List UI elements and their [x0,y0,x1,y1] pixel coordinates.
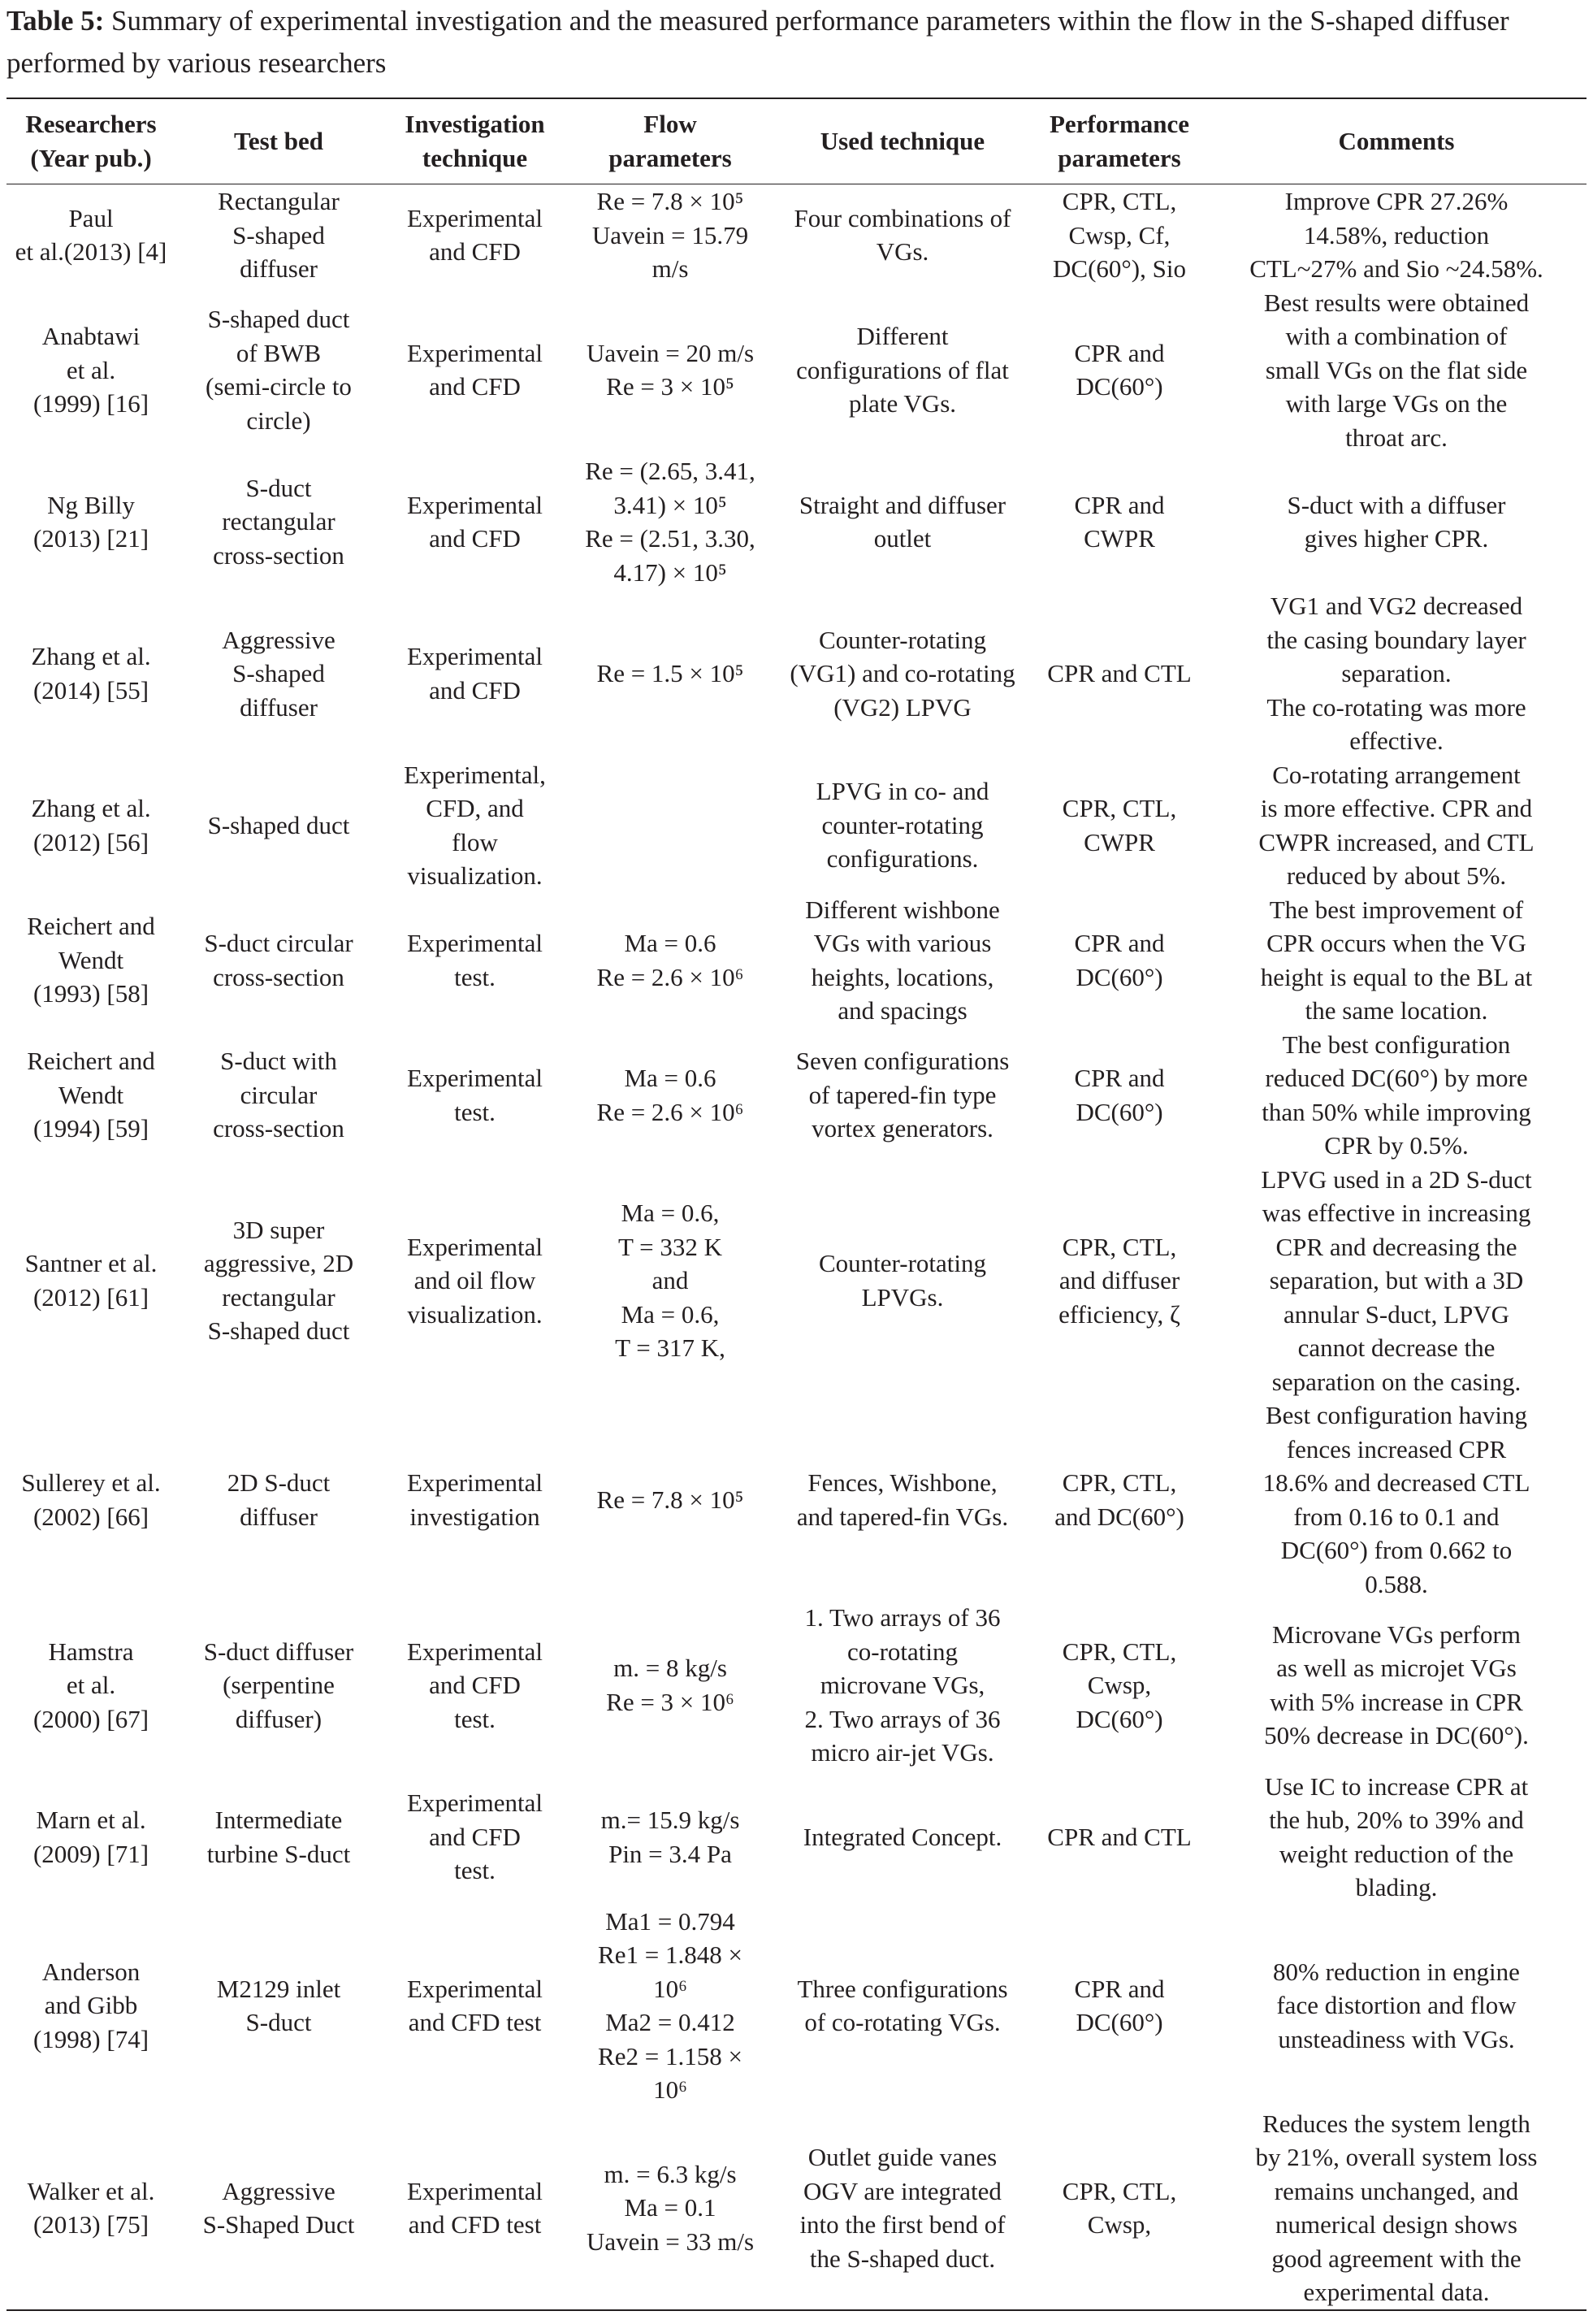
cell-flow-parameters: Ma = 0.6, T = 332 K and Ma = 0.6, T = 317 K, [615,1199,725,1362]
cell-flow-parameters [568,758,773,893]
cell-investigation-technique: Experimental and CFD test. [407,1789,543,1885]
cell-performance-parameters: CPR and DC(60°) [1074,338,1165,401]
cell-flow-parameters: m. = 6.3 kg/s Ma = 0.1 Uavein = 33 m/s [568,2107,773,2310]
cell-test-bed: S-duct with circular cross-section [213,1047,344,1143]
table-row [6,1028,1587,1163]
cell-flow-parameters: Ma = 0.6 Re = 2.6 × 10⁶ [596,929,744,991]
cell-used-technique: Outlet guide vanes OGV are integrated into the first bend of the S-shaped duct. [773,2107,1032,2310]
table-row [6,893,1587,1028]
cell-performance-parameters: CPR and CTL [1047,1822,1192,1851]
cell-test-bed: S-shaped duct [207,810,350,839]
cell-researchers: Paul et al.(2013) [4] [15,203,167,267]
table-row [6,1601,1587,1770]
cell-comments: Best results were obtained with a combination of small VGs on the flat side with large VGs on the throat arc. [1263,288,1530,452]
cell-investigation-technique: Experimental test. [407,929,543,991]
cell-flow-parameters: Ma = 0.6 Re = 2.6 × 10⁶ [596,1064,744,1126]
cell-researchers: Zhang et al. (2012) [56] [31,794,151,856]
header-researchers: Researchers (Year pub.) [6,98,175,184]
cell-investigation-technique: Experimental and CFD [407,203,543,267]
cell-researchers: Anabtawi et al. (1999) [16] [32,322,149,418]
header-performance-parameters: Performance parameters [1032,98,1206,184]
cell-used-technique: Different configurations of flat plate VGs. [796,322,1009,418]
cell-used-technique: 1. Two arrays of 36 co-rotating microvane VGs, 2. Two arrays of 36 micro air-jet VGs. [804,1603,1001,1767]
cell-investigation-technique: Experimental and oil flow visualization. [407,1232,543,1329]
table-row [6,184,1587,286]
cell-used-technique: Four combinations of VGs. [794,203,1011,267]
cell-flow-parameters: Re = (2.65, 3.41, 3.41) × 10⁵ Re = (2.51, 3.30, 4.17) × 10⁵ [585,457,755,587]
cell-comments: 80% reduction in engine face distortion and flow unsteadiness with VGs. [1273,1957,1520,2053]
cell-used-technique: Counter-rotating LPVGs. [819,1249,986,1312]
cell-comments: Reduces the system length by 21%, overall system loss remains unchanged, and numerical design shows good agreement with the experimental data. [1206,2107,1587,2310]
header-row [6,98,1587,184]
cell-flow-parameters: Re = 7.8 × 10⁵ [596,1485,744,1514]
cell-performance-parameters: CPR, CTL, and diffuser efficiency, ζ [1058,1232,1180,1329]
cell-investigation-technique: Experimental investigation [407,1468,543,1531]
header-test-bed: Test bed [175,98,382,184]
cell-researchers: Sullerey et al. (2002) [66] [21,1468,161,1531]
cell-performance-parameters: CPR and DC(60°) [1074,1974,1165,2036]
cell-test-bed: Aggressive S-Shaped Duct [175,2107,382,2310]
cell-comments: Improve CPR 27.26% 14.58%, reduction CTL~27% and Sio ~24.58%. [1249,187,1543,283]
cell-test-bed: Rectangular S-shaped diffuser [218,187,340,283]
cell-researchers: Santner et al. (2012) [61] [24,1249,158,1312]
cell-performance-parameters: CPR, CTL, Cwsp, [1032,2107,1206,2310]
header-comments: Comments [1206,98,1587,184]
table-row [6,758,1587,893]
cell-comments: S-duct with a diffuser gives higher CPR. [1287,490,1506,553]
cell-researchers: Reichert and Wendt (1993) [58] [27,912,155,1008]
cell-investigation-technique: Experimental and CFD test. [407,1637,543,1733]
cell-flow-parameters: Re = 7.8 × 10⁵ Uavein = 15.79 m/s [591,187,749,283]
cell-used-technique: Integrated Concept. [803,1822,1002,1851]
cell-investigation-technique: Experimental and CFD test [407,1974,543,2036]
cell-test-bed: Aggressive S-shaped diffuser [222,625,335,722]
header-used-technique: Used technique [773,98,1032,184]
table-row [6,2107,1587,2310]
cell-performance-parameters: CPR and DC(60°) [1074,929,1165,991]
cell-flow-parameters: Re = 1.5 × 10⁵ [596,659,744,687]
summary-table [6,98,1587,2311]
cell-used-technique: Seven configurations of tapered-fin type vortex generators. [795,1047,1010,1143]
cell-investigation-technique: Experimental and CFD [407,338,543,401]
cell-performance-parameters: CPR and CWPR [1074,490,1165,553]
cell-comments: Use IC to increase CPR at the hub, 20% to 39% and weight reduction of the blading. [1264,1771,1529,1901]
header-investigation-technique: Investigation technique [382,98,568,184]
cell-used-technique: Fences, Wishbone, and tapered-fin VGs. [796,1468,1009,1531]
cell-test-bed: 3D super aggressive, 2D rectangular S-shaped duct [203,1215,354,1346]
cell-used-technique: Straight and diffuser outlet [799,490,1006,553]
cell-performance-parameters: CPR, CTL, and DC(60°) [1054,1468,1184,1531]
table-caption [6,0,1587,85]
caption-text: Summary of experimental investigation and the measured performance parameters within the flow in the S-shaped diffuser performed by various researchers [6,5,1509,79]
cell-performance-parameters: CPR and DC(60°) [1074,1064,1165,1126]
caption-label: Table 5: [6,5,105,37]
cell-test-bed: Intermediate turbine S-duct [206,1806,351,1868]
table-row [6,1398,1587,1601]
table-body [6,184,1587,2310]
cell-used-technique: LPVG in co- and counter-rotating configurations. [816,777,989,874]
cell-comments: LPVG used in a 2D S-duct was effective in increasing CPR and decreasing the separation, but with a 3D annular S-duct, LPVG cannot decrease the separation on the casing. [1261,1164,1532,1396]
cell-test-bed: S-duct rectangular cross-section [213,473,344,570]
header-flow-parameters: Flow parameters [568,98,773,184]
cell-flow-parameters: Uavein = 20 m/s Re = 3 × 10⁵ [586,338,755,401]
cell-performance-parameters: CPR, CTL, CWPR [1062,794,1177,856]
table-row [6,1770,1587,1905]
cell-investigation-technique: Experimental and CFD [407,490,543,553]
cell-investigation-technique: Experimental test. [407,1064,543,1126]
cell-test-bed: S-duct diffuser (serpentine diffuser) [203,1637,354,1733]
cell-performance-parameters: CPR, CTL, Cwsp, DC(60°) [1062,1637,1177,1733]
cell-investigation-technique: Experimental and CFD test [382,2107,568,2310]
cell-used-technique: Counter-rotating (VG1) and co-rotating (VG2) LPVG [790,625,1015,722]
cell-test-bed: S-shaped duct of BWB (semi-circle to circle) [206,305,352,435]
cell-researchers: Zhang et al. (2014) [55] [31,642,151,705]
cell-test-bed: M2129 inlet S-duct [216,1974,341,2036]
cell-researchers: Reichert and Wendt (1994) [59] [27,1047,155,1143]
cell-comments: Best configuration having fences increased CPR 18.6% and decreased CTL from 0.16 to 0.1 and DC(60°) from 0.662 to 0.588. [1262,1401,1530,1598]
cell-performance-parameters: CPR, CTL, Cwsp, Cf, DC(60°), Sio [1053,187,1186,283]
cell-test-bed: 2D S-duct diffuser [227,1468,331,1531]
cell-researchers: Anderson and Gibb (1998) [74] [32,1957,149,2053]
table-row [6,286,1587,455]
cell-performance-parameters: CPR and CTL [1047,659,1192,687]
cell-comments: Co-rotating arrangement is more effective. CPR and CWPR increased, and CTL reduced by about 5%. [1258,760,1535,890]
cell-researchers: Hamstra et al. (2000) [67] [32,1637,149,1733]
cell-researchers: Ng Billy (2013) [21] [32,490,149,553]
cell-test-bed: S-duct circular cross-section [204,929,353,991]
cell-comments: The best improvement of CPR occurs when the VG height is equal to the BL at the same location. [1260,895,1533,1025]
cell-investigation-technique: Experimental, CFD, and flow visualization. [404,760,546,890]
cell-used-technique: Three configurations of co-rotating VGs. [797,1974,1008,2036]
cell-flow-parameters: m.= 15.9 kg/s Pin = 3.4 Pa [600,1806,740,1868]
cell-researchers: Marn et al. (2009) [71] [32,1806,149,1868]
cell-comments: The best configuration reduced DC(60°) by more than 50% while improving CPR by 0.5%. [1262,1030,1531,1160]
cell-flow-parameters: Ma1 = 0.794 Re1 = 1.848 × 10⁶ Ma2 = 0.412 Re2 = 1.158 × 10⁶ [598,1906,742,2104]
cell-used-technique: Different wishbone VGs with various heights, locations, and spacings [805,895,1000,1025]
cell-researchers: Walker et al. (2013) [75] [6,2107,175,2310]
table-row [6,1163,1587,1399]
cell-comments: Microvane VGs perform as well as microjet VGs with 5% increase in CPR 50% decrease in DC(60°). [1264,1619,1529,1750]
cell-flow-parameters: m. = 8 kg/s Re = 3 × 10⁶ [606,1654,734,1716]
table-row [6,589,1587,758]
cell-investigation-technique: Experimental and CFD [407,642,543,705]
cell-comments: VG1 and VG2 decreased the casing boundary layer separation. The co-rotating was more effective. [1266,592,1526,755]
table-row [6,454,1587,589]
table-row [6,1905,1587,2107]
